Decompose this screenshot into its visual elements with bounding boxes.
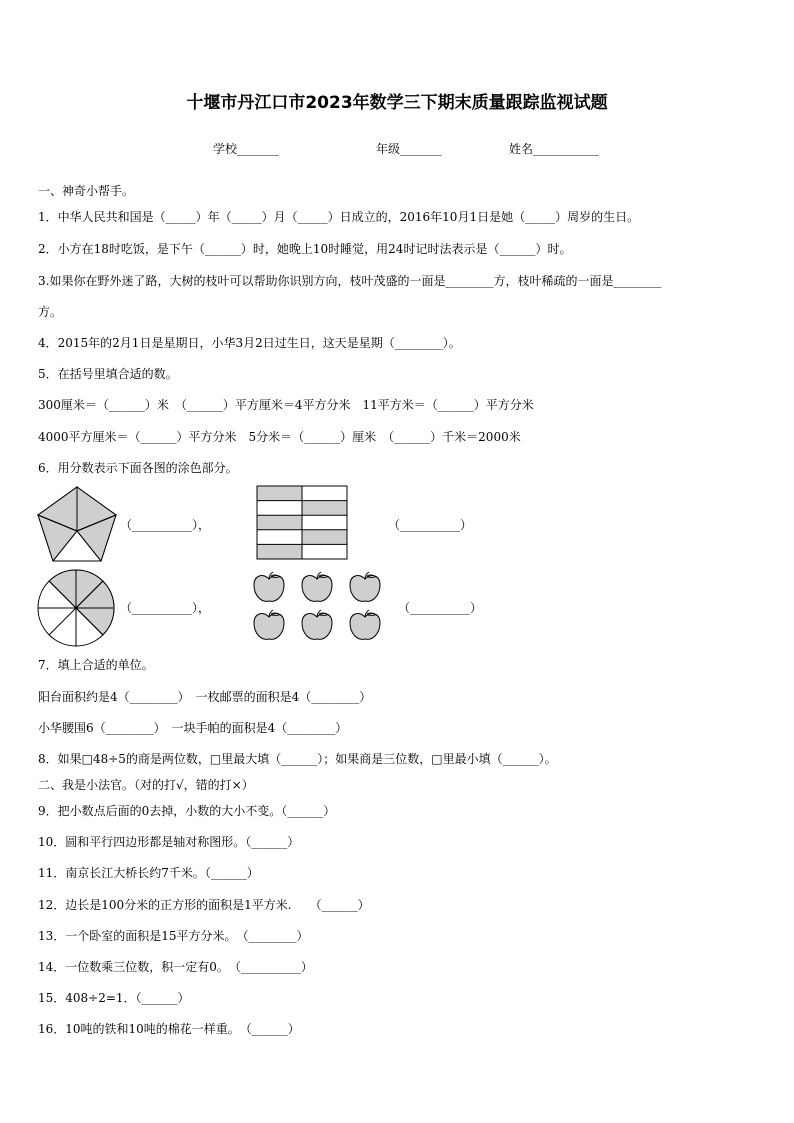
question-12: 12．边长是100分米的正方形的面积是1平方米. （______） bbox=[38, 898, 370, 912]
question-9: 9．把小数点后面的0去掉，小数的大小不变。（______） bbox=[38, 804, 336, 818]
question-7-row2: 小华腰围6（________） 一块手帕的面积是4（________） bbox=[38, 721, 348, 735]
question-3-cont: 方。 bbox=[38, 305, 63, 319]
question-6-heading: 6．用分数表示下面各图的涂色部分。 bbox=[38, 461, 238, 475]
question-6-blank-c[interactable]: （__________）， bbox=[120, 601, 211, 615]
question-6-blank-a[interactable]: （__________）， bbox=[120, 518, 211, 532]
question-7-row1: 阳台面积约是4（________） 一枚邮票的面积是4（________） bbox=[38, 690, 372, 704]
section1-heading: 一、神奇小帮手。 bbox=[38, 184, 135, 198]
question-3: 3.如果你在野外迷了路，大树的枝叶可以帮助你识别方向，枝叶茂盛的一面是________方，枝叶稀疏的一面是________ bbox=[38, 274, 662, 288]
question-1: 1．中华人民共和国是（_____）年（_____）月（_____）日成立的，2016年10月1日是她（_____）周岁的生日。 bbox=[38, 210, 640, 224]
question-4: 4．2015年的2月1日是星期日，小华3月2日过生日，这天是星期（________）。 bbox=[38, 336, 461, 350]
name-field[interactable]: 姓名___________ bbox=[509, 142, 600, 156]
grid-figure bbox=[256, 485, 349, 561]
question-10: 10．圆和平行四边形都是轴对称图形。（______） bbox=[38, 835, 300, 849]
question-14: 14．一位数乘三位数，积一定有0。 （__________） bbox=[38, 960, 313, 974]
grade-field[interactable]: 年级_______ bbox=[376, 142, 443, 156]
question-2: 2．小方在18时吃饭，是下午（______）时，她晚上10时睡觉，用24时记时法表示是（______）时。 bbox=[38, 242, 572, 256]
question-8: 8．如果□48÷5的商是两位数，□里最大填（______）；如果商是三位数，□里最小填（______）。 bbox=[38, 752, 557, 766]
question-6-blank-d[interactable]: （__________） bbox=[398, 601, 483, 615]
question-11: 11．南京长江大桥长约7千米。（______） bbox=[38, 866, 259, 880]
school-field[interactable]: 学校_______ bbox=[213, 142, 280, 156]
section2-heading: 二、我是小法官。（对的打√，错的打×） bbox=[38, 778, 254, 792]
page-title: 十堰市丹江口市2023年数学三下期末质量跟踪监视试题 bbox=[186, 93, 608, 113]
question-7-heading: 7．填上合适的单位。 bbox=[38, 658, 154, 672]
question-5-row2: 4000平方厘米＝（______）平方分米 5分米＝（______）厘米 （______）千米＝2000米 bbox=[38, 430, 521, 444]
question-5-heading: 5．在括号里填合适的数。 bbox=[38, 367, 178, 381]
circle-figure bbox=[36, 568, 116, 648]
question-16: 16．10吨的铁和10吨的棉花一样重。 （______） bbox=[38, 1022, 300, 1036]
question-5-row1: 300厘米＝（______）米 （______）平方厘米＝4平方分米 11平方米＝（______）平方分米 bbox=[38, 398, 534, 412]
apples-figure bbox=[252, 570, 388, 642]
question-6-blank-b[interactable]: （__________） bbox=[388, 518, 473, 532]
question-13: 13．一个卧室的面积是15平方分米。 （________） bbox=[38, 929, 309, 943]
pentagon-figure bbox=[36, 485, 118, 563]
question-15: 15．408÷2=1．（______） bbox=[38, 991, 190, 1005]
